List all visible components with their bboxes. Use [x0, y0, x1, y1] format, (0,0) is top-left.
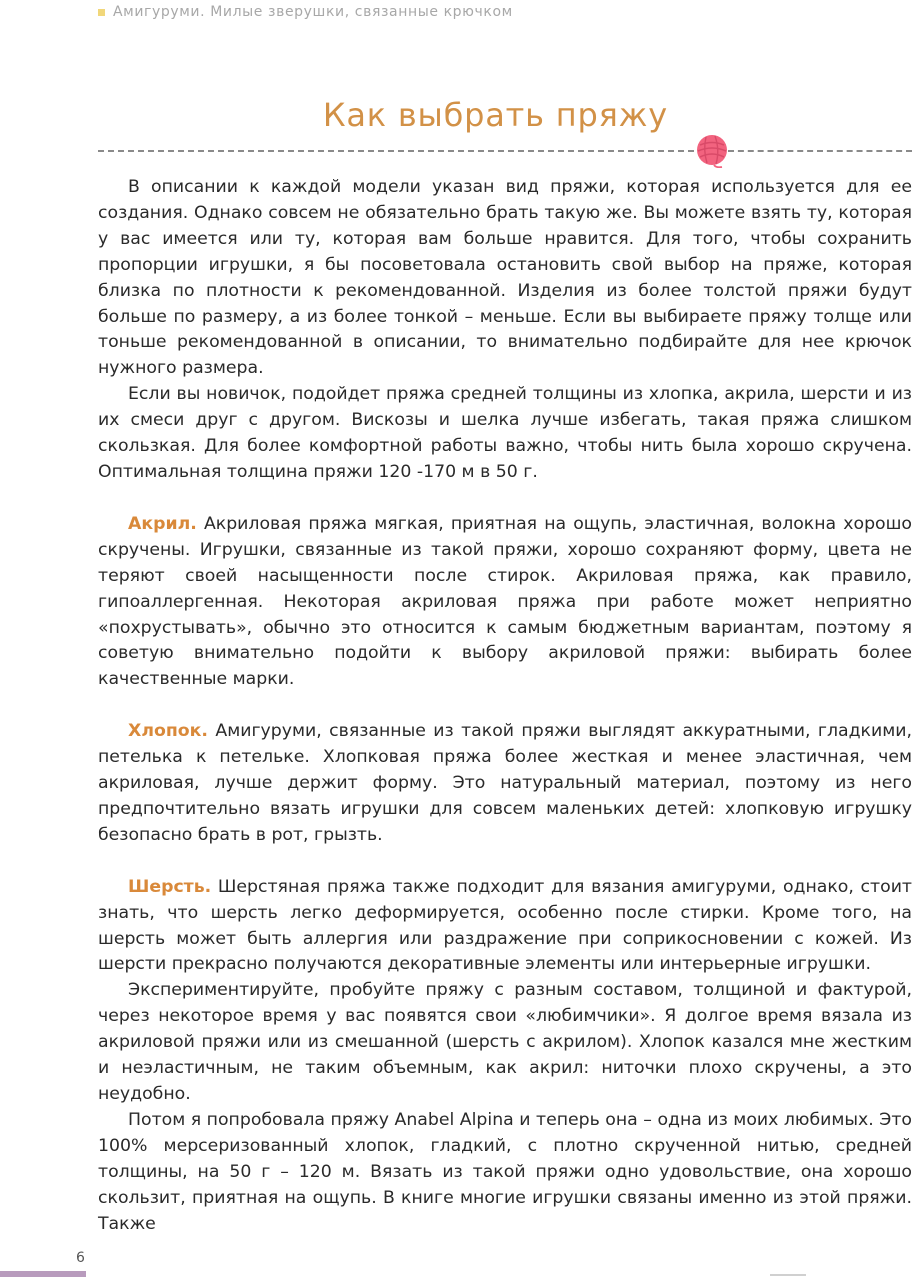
- article-body: [98, 175, 912, 1237]
- header-bullet-icon: [98, 9, 105, 16]
- paragraph: [98, 978, 912, 1108]
- paragraph-text: В описании к каждой модели указан вид пряжи, которая используется для ее создания. Однако совсем не обязательно брать такую же. Вы можете взять ту, которая у вас имеется или ту, которая вам больше нравится. Для того, чтобы сохранить пропорции игрушки, я бы посоветовала остановить свой выбор на пряже, которая близка по плотности к рекомендованной. Изделия из более толстой пряжи будут больше по размеру, а из более тонкой – меньше. Если вы выбираете пряжу толще или тоньше рекомендованной в описании, то внимательно подбирайте для нее крючок нужного размера.: [98, 177, 912, 379]
- page-number: 6: [76, 1250, 85, 1266]
- paragraph: [98, 175, 912, 382]
- term-label: Акрил.: [128, 513, 197, 534]
- paragraph-text: Шерстяная пряжа также подходит для вязания амигуруми, однако, стоит знать, что шерсть легко деформируется, особенно после стирки. Кроме того, на шерсть может быть аллергия или раздражение при соприкосновении с кожей. Из шерсти прекрасно получаются декоративные элементы или интерьерные игрушки.: [98, 876, 912, 975]
- paragraph-cotton: [98, 719, 912, 849]
- paragraph-text: Амигуруми, связанные из такой пряжи выглядят аккуратными, гладкими, петелька к петельке. Хлопковая пряжа более жесткая и менее эластичная, чем акриловая, лучше держит форму. Это натуральный материал, поэтому из него предпочтительно вязать игрушки для совсем маленьких детей: хлопковую игрушку безопасно брать в рот, грызть.: [98, 721, 912, 845]
- term-label: Хлопок.: [128, 721, 208, 742]
- footer-bar: [0, 1271, 86, 1277]
- paragraph: [98, 1108, 912, 1238]
- title-dashed-rule-right: [728, 150, 912, 152]
- paragraph-acrylic: [98, 512, 912, 693]
- running-head: [98, 4, 513, 20]
- paragraph-text: Потом я попробовала пряжу Anabel Alpina и теперь она – одна из моих любимых. Это 100% мерсеризованный хлопок, гладкий, с плотно скрученной нитью, средней толщины, на 50 г – 120 м. Вязать из такой пряжи одно удовольствие, она хорошо скользит, приятная на ощупь. В книге многие игрушки связаны именно из этой пряжи. Также: [98, 1109, 912, 1234]
- paragraph-text: Если вы новичок, подойдет пряжа средней толщины из хлопка, акрила, шерсти и из их смеси друг с другом. Вискозы и шелка лучше избегать, такая пряжа слишком скользкая. Для более комфортной работы важно, чтобы нить была хорошо скручена. Оптимальная толщина пряжи 120 -170 м в 50 г.: [98, 384, 912, 482]
- yarn-ball-icon: [694, 132, 730, 168]
- footer-mark: [770, 1274, 806, 1276]
- title-dashed-rule: [98, 150, 694, 152]
- section-title: Как выбрать пряжу: [322, 96, 668, 134]
- paragraph: [98, 382, 912, 486]
- paragraph-text: Экспериментируйте, пробуйте пряжу с разным составом, толщиной и фактурой, через некоторое время у вас появятся свои «любимчики». Я долгое время вязала из акриловой пряжи или из смешанной (шерсть с акрилом). Хлопок казался мне жестким и неэластичным, не таким объемным, как акрил: ниточки плохо скручены, а это неудобно.: [98, 980, 912, 1104]
- term-label: Шерсть.: [128, 876, 212, 897]
- paragraph-wool: [98, 875, 912, 979]
- paragraph-text: Акриловая пряжа мягкая, приятная на ощупь, эластичная, волокна хорошо скручены. Игрушки, связанные из такой пряжи, хорошо сохраняют форму, цвета не теряют своей насыщенности после стирок. Акриловая пряжа, как правило, гипоаллергенная. Некоторая акриловая пряжа при работе может неприятно «похрустывать», обычно это относится к самым бюджетным вариантам, поэтому я советую внимательно подойти к выбору акриловой пряжи: выбирать более качественные марки.: [98, 513, 912, 690]
- running-title: Амигуруми. Милые зверушки, связанные крючком: [113, 4, 513, 20]
